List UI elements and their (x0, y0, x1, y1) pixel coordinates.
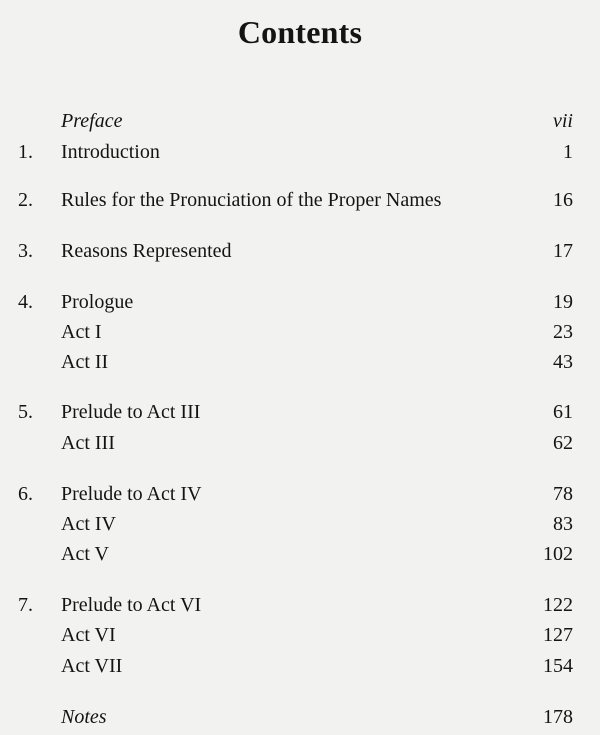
entry-page: 43 (553, 351, 573, 373)
entry-label: Prelude to Act IV (61, 483, 202, 505)
entry-page: 17 (553, 240, 573, 262)
toc-entry-act-vi (0, 622, 600, 648)
toc-entry-prelude-act-iii (0, 399, 600, 425)
entry-label: Reasons Represented (61, 240, 232, 262)
entry-number: 3. (18, 240, 33, 262)
entry-label: Act VII (61, 655, 123, 677)
entry-label: Prelude to Act VI (61, 594, 202, 616)
entry-label: Act I (61, 321, 102, 343)
entry-page: 154 (543, 655, 573, 677)
entry-page: 178 (543, 706, 573, 728)
entry-page: 23 (553, 321, 573, 343)
toc-entry-prelude-act-vi (0, 592, 600, 618)
entry-page: 61 (553, 401, 573, 423)
entry-page: 62 (553, 432, 573, 454)
toc-entry-reasons (0, 238, 600, 264)
toc-entry-act-vii (0, 653, 600, 679)
toc-entry-prologue (0, 289, 600, 315)
entry-label: Act III (61, 432, 115, 454)
entry-label: Act IV (61, 513, 116, 535)
toc-entry-act-iv (0, 511, 600, 537)
entry-number: 6. (18, 483, 33, 505)
toc-entry-introduction (0, 139, 600, 165)
entry-page: 83 (553, 513, 573, 535)
entry-number: 4. (18, 291, 33, 313)
entry-number: 2. (18, 189, 33, 211)
entry-number: 7. (18, 594, 33, 616)
entry-label: Preface (61, 110, 123, 132)
entry-page: 78 (553, 483, 573, 505)
entry-page: 122 (543, 594, 573, 616)
toc-entry-act-i (0, 319, 600, 345)
entry-label: Prelude to Act III (61, 401, 201, 423)
toc-entry-prelude-act-iv (0, 481, 600, 507)
entry-label: Notes (61, 706, 107, 728)
entry-page: 19 (553, 291, 573, 313)
entry-label: Act VI (61, 624, 116, 646)
entry-page: 127 (543, 624, 573, 646)
entry-label: Act II (61, 351, 109, 373)
entry-page: vii (553, 110, 573, 132)
entry-page: 1 (563, 141, 573, 163)
entry-label: Prologue (61, 291, 134, 313)
entry-page: 16 (553, 189, 573, 211)
entry-page: 102 (543, 543, 573, 565)
toc-entry-act-v (0, 541, 600, 567)
entry-label: Act V (61, 543, 109, 565)
entry-label: Introduction (61, 141, 160, 163)
toc-entry-act-ii (0, 349, 600, 375)
entry-number: 5. (18, 401, 33, 423)
page-title: Contents (237, 14, 363, 50)
toc-entry-act-iii (0, 430, 600, 456)
toc-entry-preface (0, 108, 600, 134)
entry-label: Rules for the Pronuciation of the Proper Names (61, 189, 442, 211)
toc-entry-rules (0, 187, 600, 213)
toc-entry-notes (0, 704, 600, 730)
entry-number: 1. (18, 141, 33, 163)
